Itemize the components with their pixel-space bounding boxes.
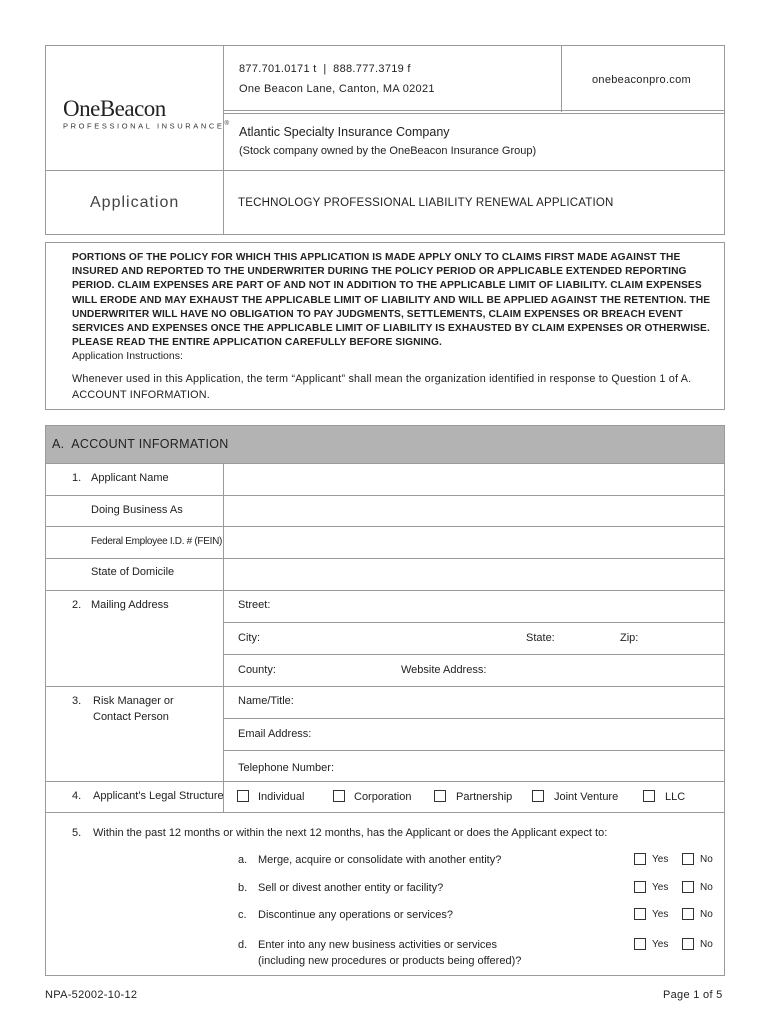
q5c-no-checkbox[interactable] <box>682 908 694 920</box>
q5c-yes-checkbox[interactable] <box>634 908 646 920</box>
q5b-no-checkbox[interactable] <box>682 881 694 893</box>
q5d-yes-checkbox[interactable] <box>634 938 646 950</box>
q5b-yes-checkbox[interactable] <box>634 881 646 893</box>
instructions-heading: Application Instructions: <box>72 350 183 362</box>
state-domicile-label: State of Domicile <box>91 566 175 578</box>
county-label: County: <box>238 664 276 676</box>
q5d-text-line2: (including new procedures or products being offered)? <box>258 955 522 967</box>
q5d-letter: d. <box>238 939 248 951</box>
company-address: One Beacon Lane, Canton, MA 02021 <box>239 83 435 95</box>
corporation-label: Corporation <box>354 791 412 803</box>
fein-label: Federal Employee I.D. # (FEIN) <box>91 536 223 547</box>
header-divider-double-2 <box>223 113 725 114</box>
q5a-no-checkbox[interactable] <box>682 853 694 865</box>
legal-structure-label: Applicant’s Legal Structure <box>93 790 224 802</box>
q5a-no-label: No <box>700 854 713 865</box>
street-field[interactable] <box>275 591 723 621</box>
q5c-no-label: No <box>700 909 713 920</box>
q1-number: 1. <box>72 472 82 484</box>
county-field[interactable] <box>280 655 396 685</box>
phone-line: 877.701.0171 t | 888.777.3719 f <box>239 63 411 75</box>
header-divider-contact <box>561 45 562 112</box>
doc-type-title: Application <box>90 194 180 211</box>
q5b-text: Sell or divest another entity or facility? <box>258 882 444 894</box>
applicant-name-label: Applicant Name <box>91 472 169 484</box>
mailing-address-label: Mailing Address <box>91 599 169 611</box>
zip-field[interactable] <box>642 623 722 653</box>
q5d-yes-label: Yes <box>652 939 669 950</box>
risk-manager-label-1: Risk Manager or <box>93 695 174 707</box>
zip-label: Zip: <box>620 632 639 644</box>
q5c-letter: c. <box>238 909 247 921</box>
email-field[interactable] <box>312 719 722 749</box>
doc-title: TECHNOLOGY PROFESSIONAL LIABILITY RENEWAL APPLICATION <box>238 197 614 209</box>
q5-number: 5. <box>72 827 82 839</box>
joint-venture-checkbox[interactable] <box>532 790 544 802</box>
name-title-label: Name/Title: <box>238 695 294 707</box>
onebeacon-logo <box>63 96 229 131</box>
risk-manager-label-2: Contact Person <box>93 711 169 723</box>
state-domicile-field[interactable] <box>224 559 724 589</box>
logo-name: OneBeacon <box>63 96 166 121</box>
state-label: State: <box>526 632 555 644</box>
q5d-no-checkbox[interactable] <box>682 938 694 950</box>
page-number: Page 1 of 5 <box>663 989 723 1001</box>
q5a-letter: a. <box>238 854 248 866</box>
q5a-yes-checkbox[interactable] <box>634 853 646 865</box>
q5c-text: Discontinue any operations or services? <box>258 909 454 921</box>
registered-mark: ® <box>224 121 229 127</box>
q3-number: 3. <box>72 695 82 707</box>
q4-number: 4. <box>72 790 82 802</box>
q5a-text: Merge, acquire or consolidate with another entity? <box>258 854 502 866</box>
city-field[interactable] <box>262 623 522 653</box>
llc-label: LLC <box>665 791 686 803</box>
q5d-no-label: No <box>700 939 713 950</box>
telephone-label: Telephone Number: <box>238 762 335 774</box>
q5a-yes-label: Yes <box>652 854 669 865</box>
website-address-field[interactable] <box>486 655 722 685</box>
fein-field[interactable] <box>224 527 724 557</box>
dba-field[interactable] <box>224 496 724 525</box>
q5d-text: Enter into any new business activities or services <box>258 939 498 951</box>
instructions-text: Whenever used in this Application, the term “Applicant” shall mean the organization identified in response to Question 1 of A. ACCOUNT INFORMATION. <box>72 373 692 401</box>
city-label: City: <box>238 632 260 644</box>
partnership-label: Partnership <box>456 791 513 803</box>
company-note: (Stock company owned by the OneBeacon Insurance Group) <box>239 145 537 157</box>
email-label: Email Address: <box>238 728 312 740</box>
individual-label: Individual <box>258 791 305 803</box>
q5-text: Within the past 12 months or within the next 12 months, has the Applicant or does the Applicant expect to: <box>93 827 608 839</box>
applicant-name-field[interactable] <box>224 464 724 494</box>
header-divider-double-1 <box>223 110 725 111</box>
joint-venture-label: Joint Venture <box>554 791 619 803</box>
name-title-field[interactable] <box>298 687 722 717</box>
logo-subtitle: PROFESSIONAL INSURANCE <box>63 121 225 131</box>
telephone-field[interactable] <box>332 751 722 780</box>
individual-checkbox[interactable] <box>237 790 249 802</box>
q2-number: 2. <box>72 599 82 611</box>
header-divider-vertical <box>223 45 224 235</box>
llc-checkbox[interactable] <box>643 790 655 802</box>
street-label: Street: <box>238 599 271 611</box>
corporation-checkbox[interactable] <box>333 790 345 802</box>
header-divider-title <box>45 170 725 171</box>
q5b-no-label: No <box>700 882 713 893</box>
form-number: NPA-52002-10-12 <box>45 989 138 1001</box>
q5c-yes-label: Yes <box>652 909 669 920</box>
notice-text: PORTIONS OF THE POLICY FOR WHICH THIS APPLICATION IS MADE APPLY ONLY TO CLAIMS FIRST MADE AGAINST THE INSURED AND REPORTED TO THE UNDERWRITER DURING THE POLICY PERIOD OR APPLICABLE EXTENDED REPORTING PERIOD. CLAIM EXPENSES ARE PART OF AND NOT IN ADDITION TO THE APPLICABLE LIMIT OF LIABILITY. CLAIM EXPENSES WILL ERODE AND MAY EXHAUST THE APPLICABLE LIMIT OF LIABILITY AND WILL BE APPLIED AGAINST THE RETENTION. THE UNDERWRITER WILL HAVE NO OBLIGATION TO PAY JUDGMENTS, SETTLEMENTS, CLAIM EXPENSES OR BREACH EVENT SERVICES AND EXPENSES ONCE THE APPLICABLE LIMIT OF LIABILITY IS EXHAUSTED BY CLAIM EXPENSES OR OTHERWISE. PLEASE READ THE ENTIRE APPLICATION CAREFULLY BEFORE SIGNING. <box>72 252 711 349</box>
partnership-checkbox[interactable] <box>434 790 446 802</box>
website-address-label: Website Address: <box>401 664 487 676</box>
q5b-letter: b. <box>238 882 248 894</box>
dba-label: Doing Business As <box>91 504 183 516</box>
q5b-yes-label: Yes <box>652 882 669 893</box>
section-a-title: A. ACCOUNT INFORMATION <box>52 437 229 451</box>
website-text[interactable]: onebeaconpro.com <box>592 74 691 86</box>
state-field[interactable] <box>558 623 616 653</box>
company-name: Atlantic Specialty Insurance Company <box>239 125 450 139</box>
